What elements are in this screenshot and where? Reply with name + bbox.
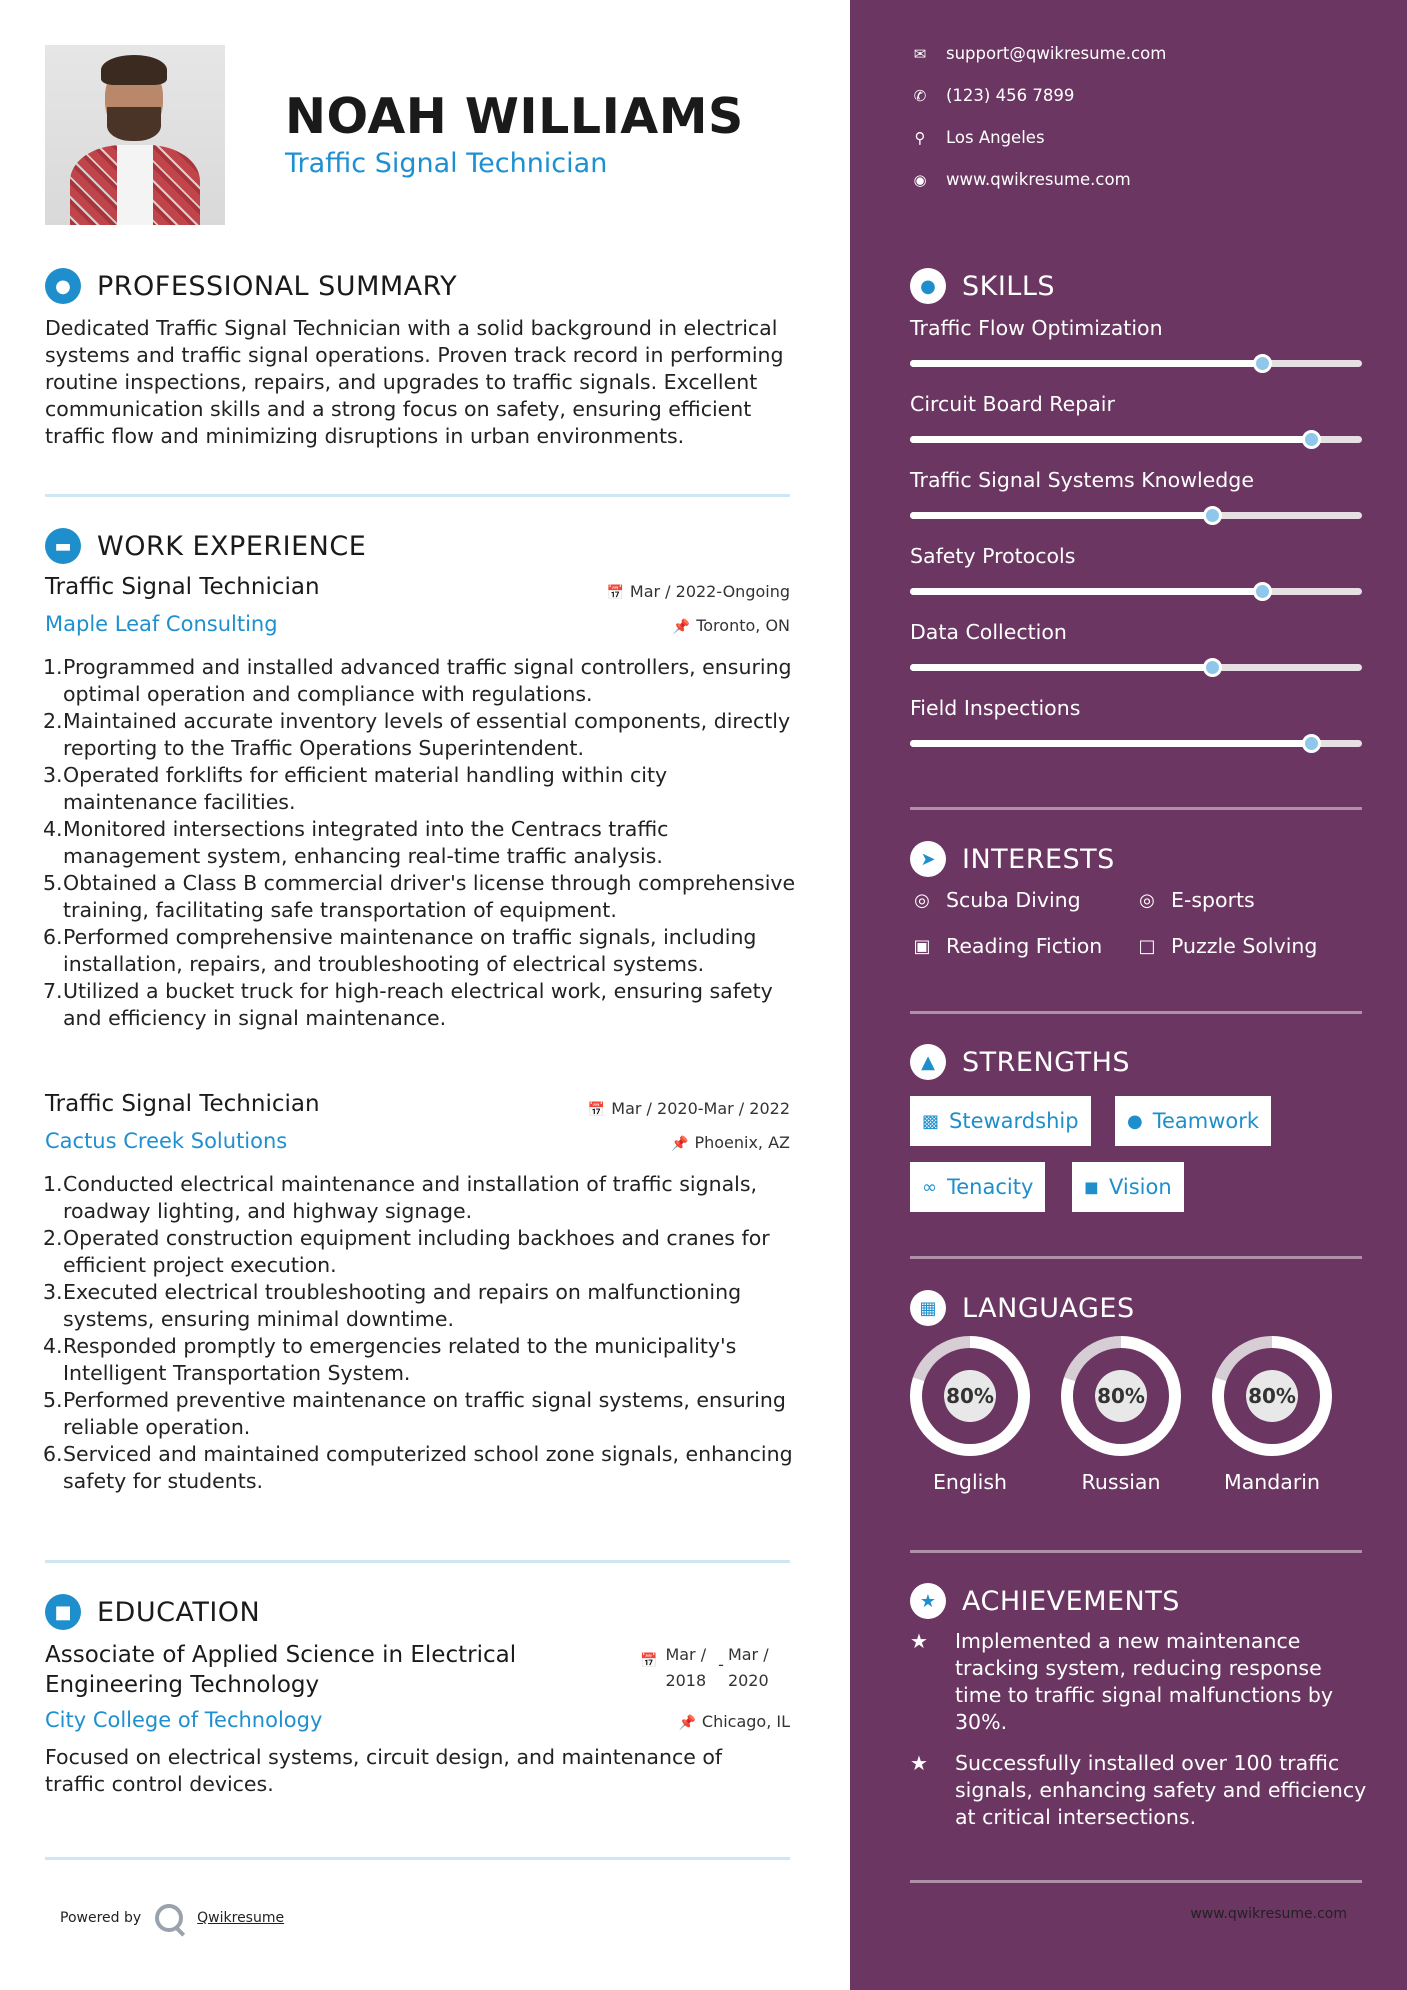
skill-label: Safety Protocols xyxy=(910,544,1076,568)
interest-item: ▣ Reading Fiction xyxy=(910,934,1102,958)
paper-plane-icon: ➤ xyxy=(910,841,946,877)
phone-icon: ✆ xyxy=(913,86,927,105)
skill-bar-fill xyxy=(910,588,1263,595)
language-name: Mandarin xyxy=(1224,1470,1320,1494)
book-icon: □ xyxy=(1138,935,1156,957)
education-end: Mar / 2020 xyxy=(727,1645,769,1690)
calendar-icon: 📅 xyxy=(606,585,624,601)
job-company: Maple Leaf Consulting xyxy=(45,612,278,636)
achievements-heading xyxy=(910,1583,1180,1619)
job-title: Traffic Signal Technician xyxy=(45,1091,320,1117)
list-item: 1. Programmed and installed advanced traffic signal controllers, ensuring optimal operation and compliance with regulations. xyxy=(43,655,792,706)
footer-url[interactable]: www.qwikresume.com xyxy=(1190,1906,1347,1922)
skill-label: Field Inspections xyxy=(910,696,1081,720)
strengths-heading xyxy=(910,1044,1130,1080)
interest-item: □ Puzzle Solving xyxy=(1135,934,1317,958)
calendar-icon: 📅 xyxy=(587,1102,606,1118)
skill-bar xyxy=(910,588,1362,595)
strength-chip: ◼ Vision xyxy=(1072,1162,1184,1212)
languages-title: LANGUAGES xyxy=(962,1292,1135,1324)
interest-item: ◎ Scuba Diving xyxy=(910,888,1081,912)
strength-chip: ▩ Stewardship xyxy=(910,1096,1091,1146)
job-date-text: Mar / 2020-Mar / 2022 xyxy=(611,1099,790,1118)
life-ring-icon: ◎ xyxy=(914,889,930,911)
language-percent: 80% xyxy=(1246,1370,1298,1422)
list-item: 1. Conducted electrical maintenance and installation of traffic signals, roadway lighting, and highway signage. xyxy=(43,1172,758,1223)
education-location-text: Chicago, IL xyxy=(701,1712,790,1731)
skill-bar-fill xyxy=(910,512,1213,519)
divider xyxy=(910,1550,1362,1553)
interests-heading xyxy=(910,841,1115,877)
list-item: 5. Obtained a Class B commercial driver's license through comprehensive training, facilitating safe transportation of equipment. xyxy=(43,871,796,922)
education-location xyxy=(678,1712,790,1731)
education-title: EDUCATION xyxy=(97,1596,261,1628)
education-degree: Associate of Applied Science in Electrical Engineering Technology xyxy=(45,1642,517,1698)
strength-chip: ● Teamwork xyxy=(1115,1096,1271,1146)
list-item: 3. Executed electrical troubleshooting and repairs on malfunctioning systems, ensuring minimal downtime. xyxy=(43,1280,742,1331)
job-duties-list xyxy=(45,1171,800,1495)
language-progress-ring xyxy=(910,1336,1030,1456)
skills-heading xyxy=(910,268,1055,304)
divider xyxy=(910,807,1362,810)
contact-website[interactable]: ◉ www.qwikresume.com xyxy=(910,170,1131,189)
skills-title: SKILLS xyxy=(962,270,1056,302)
skill-bar xyxy=(910,436,1362,443)
globe-icon: ◉ xyxy=(913,170,927,189)
skill-level-knob xyxy=(1302,430,1321,449)
calendar-icon: 📅 xyxy=(640,1653,658,1669)
job-date xyxy=(588,1099,790,1118)
education-start: Mar / 2018 xyxy=(665,1645,707,1690)
interests-title: INTERESTS xyxy=(962,843,1115,875)
job-company: Cactus Creek Solutions xyxy=(45,1129,288,1153)
skill-level-knob xyxy=(1203,658,1222,677)
divider xyxy=(45,494,790,497)
skill-bar-fill xyxy=(910,436,1312,443)
divider xyxy=(45,1857,790,1860)
candidate-title: Traffic Signal Technician xyxy=(285,148,608,179)
list-item: 6. Serviced and maintained computerized school zone signals, enhancing safety for students. xyxy=(43,1442,793,1493)
powered-by-label: Powered by xyxy=(60,1910,142,1926)
star-icon: ★ xyxy=(910,1629,928,1653)
achievement-item: ★ Implemented a new maintenance tracking system, reducing response time to traffic signal malfunctions by 30%. xyxy=(910,1629,1334,1734)
skill-label: Data Collection xyxy=(910,620,1067,644)
list-item: 6. Performed comprehensive maintenance on traffic signals, including installation, repairs, and troubleshooting of electrical systems. xyxy=(43,925,757,976)
user-icon: ● xyxy=(45,268,81,304)
graduate-icon: ■ xyxy=(45,1594,81,1630)
fist-icon: ▲ xyxy=(910,1044,946,1080)
strength-chip: ∞ Tenacity xyxy=(910,1162,1045,1212)
job-title: Traffic Signal Technician xyxy=(45,574,320,600)
list-item: 4. Responded promptly to emergencies related to the municipality's Intelligent Transportation System. xyxy=(43,1334,737,1385)
star-icon: ★ xyxy=(910,1583,946,1619)
gamepad-icon: ▣ xyxy=(913,935,931,957)
language-item xyxy=(1212,1336,1332,1494)
summary-title: PROFESSIONAL SUMMARY xyxy=(97,270,458,302)
contact-email[interactable]: ✉ support@qwikresume.com xyxy=(910,44,1166,63)
users-icon: ● xyxy=(1127,1110,1143,1132)
work-title: WORK EXPERIENCE xyxy=(97,530,367,562)
qwikresume-link[interactable]: Qwikresume xyxy=(197,1910,285,1926)
skill-label: Circuit Board Repair xyxy=(910,392,1115,416)
skill-bar xyxy=(910,664,1362,671)
education-date: 📅 Mar / 2018 - Mar / 2020 xyxy=(640,1642,769,1694)
profile-photo xyxy=(45,45,225,225)
map-pin-icon: ⚲ xyxy=(914,128,926,147)
language-item xyxy=(910,1336,1030,1494)
skill-level-knob xyxy=(1203,506,1222,525)
summary-heading xyxy=(45,268,457,304)
list-item: 5. Performed preventive maintenance on traffic signal systems, ensuring reliable operation. xyxy=(43,1388,786,1439)
achievement-item: ★ Successfully installed over 100 traffic signals, enhancing safety and efficiency at critical intersections. xyxy=(910,1751,1367,1829)
skill-bar xyxy=(910,512,1362,519)
summary-text: Dedicated Traffic Signal Technician with a solid background in electrical systems and traffic signal operations. Proven track record in performing routine inspections, repairs, and upgrades to traffic signals. Excellent communication skills and a strong focus on safety, ensuring efficient traffic flow and minimizing disruptions in urban environments. xyxy=(45,316,784,448)
job-location-text: Toronto, ON xyxy=(696,616,790,635)
list-item: 3. Operated forklifts for efficient material handling within city maintenance facilities. xyxy=(43,763,668,814)
lightbulb-icon: ● xyxy=(910,268,946,304)
education-description: Focused on electrical systems, circuit design, and maintenance of traffic control devices. xyxy=(45,1745,723,1796)
skill-bar xyxy=(910,740,1362,747)
list-item: 7. Utilized a bucket truck for high-reach electrical work, ensuring safety and efficiency in signal maintenance. xyxy=(43,979,773,1030)
divider xyxy=(910,1880,1362,1883)
list-item: 2. Operated construction equipment including backhoes and cranes for efficient project execution. xyxy=(43,1226,770,1277)
skill-label: Traffic Signal Systems Knowledge xyxy=(910,468,1254,492)
education-heading xyxy=(45,1594,260,1630)
contact-location: ⚲ Los Angeles xyxy=(910,128,1045,147)
job-location xyxy=(673,616,790,635)
language-item xyxy=(1061,1336,1181,1494)
language-name: English xyxy=(932,1470,1008,1494)
language-icon: ▦ xyxy=(910,1290,946,1326)
qwikresume-logo-icon xyxy=(155,1904,183,1932)
link-icon: ∞ xyxy=(922,1176,937,1198)
skill-level-knob xyxy=(1253,354,1272,373)
language-progress-ring xyxy=(1212,1336,1332,1456)
languages-heading xyxy=(910,1290,1135,1326)
skill-level-knob xyxy=(1302,734,1321,753)
language-name: Russian xyxy=(1081,1470,1161,1494)
divider xyxy=(910,1256,1362,1259)
life-ring-icon: ◎ xyxy=(1139,889,1155,911)
skill-bar-fill xyxy=(910,664,1213,671)
skill-bar xyxy=(910,360,1362,367)
divider xyxy=(910,1011,1362,1014)
work-heading xyxy=(45,528,366,564)
job-duties-list xyxy=(45,654,800,1032)
sidebar xyxy=(850,0,1407,1990)
powered-by xyxy=(60,1904,284,1932)
list-item: 2. Maintained accurate inventory levels of essential components, directly reporting to the Traffic Operations Superintendent. xyxy=(43,709,791,760)
contact-phone[interactable]: ✆ (123) 456 7899 xyxy=(910,86,1074,105)
skill-bar-fill xyxy=(910,740,1312,747)
language-progress-ring xyxy=(1061,1336,1181,1456)
chair-icon: ▬ xyxy=(45,528,81,564)
list-item: 4. Monitored intersections integrated into the Centracs traffic management system, enhancing real-time traffic analysis. xyxy=(43,817,669,868)
language-percent: 80% xyxy=(944,1370,996,1422)
candidate-name: NOAH WILLIAMS xyxy=(285,88,744,145)
interest-item: ◎ E-sports xyxy=(1135,888,1255,912)
pin-icon: 📌 xyxy=(671,1136,689,1152)
job-date-text: Mar / 2022-Ongoing xyxy=(629,582,790,601)
pin-icon: 📌 xyxy=(678,1715,696,1731)
binoculars-icon: ◼ xyxy=(1084,1176,1099,1198)
language-percent: 80% xyxy=(1095,1370,1147,1422)
star-icon: ★ xyxy=(910,1751,928,1775)
mail-icon: ✉ xyxy=(913,44,927,63)
skill-label: Traffic Flow Optimization xyxy=(910,316,1163,340)
job-date xyxy=(606,582,790,601)
skill-level-knob xyxy=(1253,582,1272,601)
job-location-text: Phoenix, AZ xyxy=(694,1133,790,1152)
skill-bar-fill xyxy=(910,360,1263,367)
divider xyxy=(45,1560,790,1563)
strengths-title: STRENGTHS xyxy=(962,1046,1131,1078)
job-location xyxy=(671,1133,790,1152)
pin-icon: 📌 xyxy=(672,619,691,635)
achievements-title: ACHIEVEMENTS xyxy=(962,1585,1180,1617)
education-school: City College of Technology xyxy=(45,1708,323,1732)
briefcase-icon: ▩ xyxy=(922,1110,940,1132)
